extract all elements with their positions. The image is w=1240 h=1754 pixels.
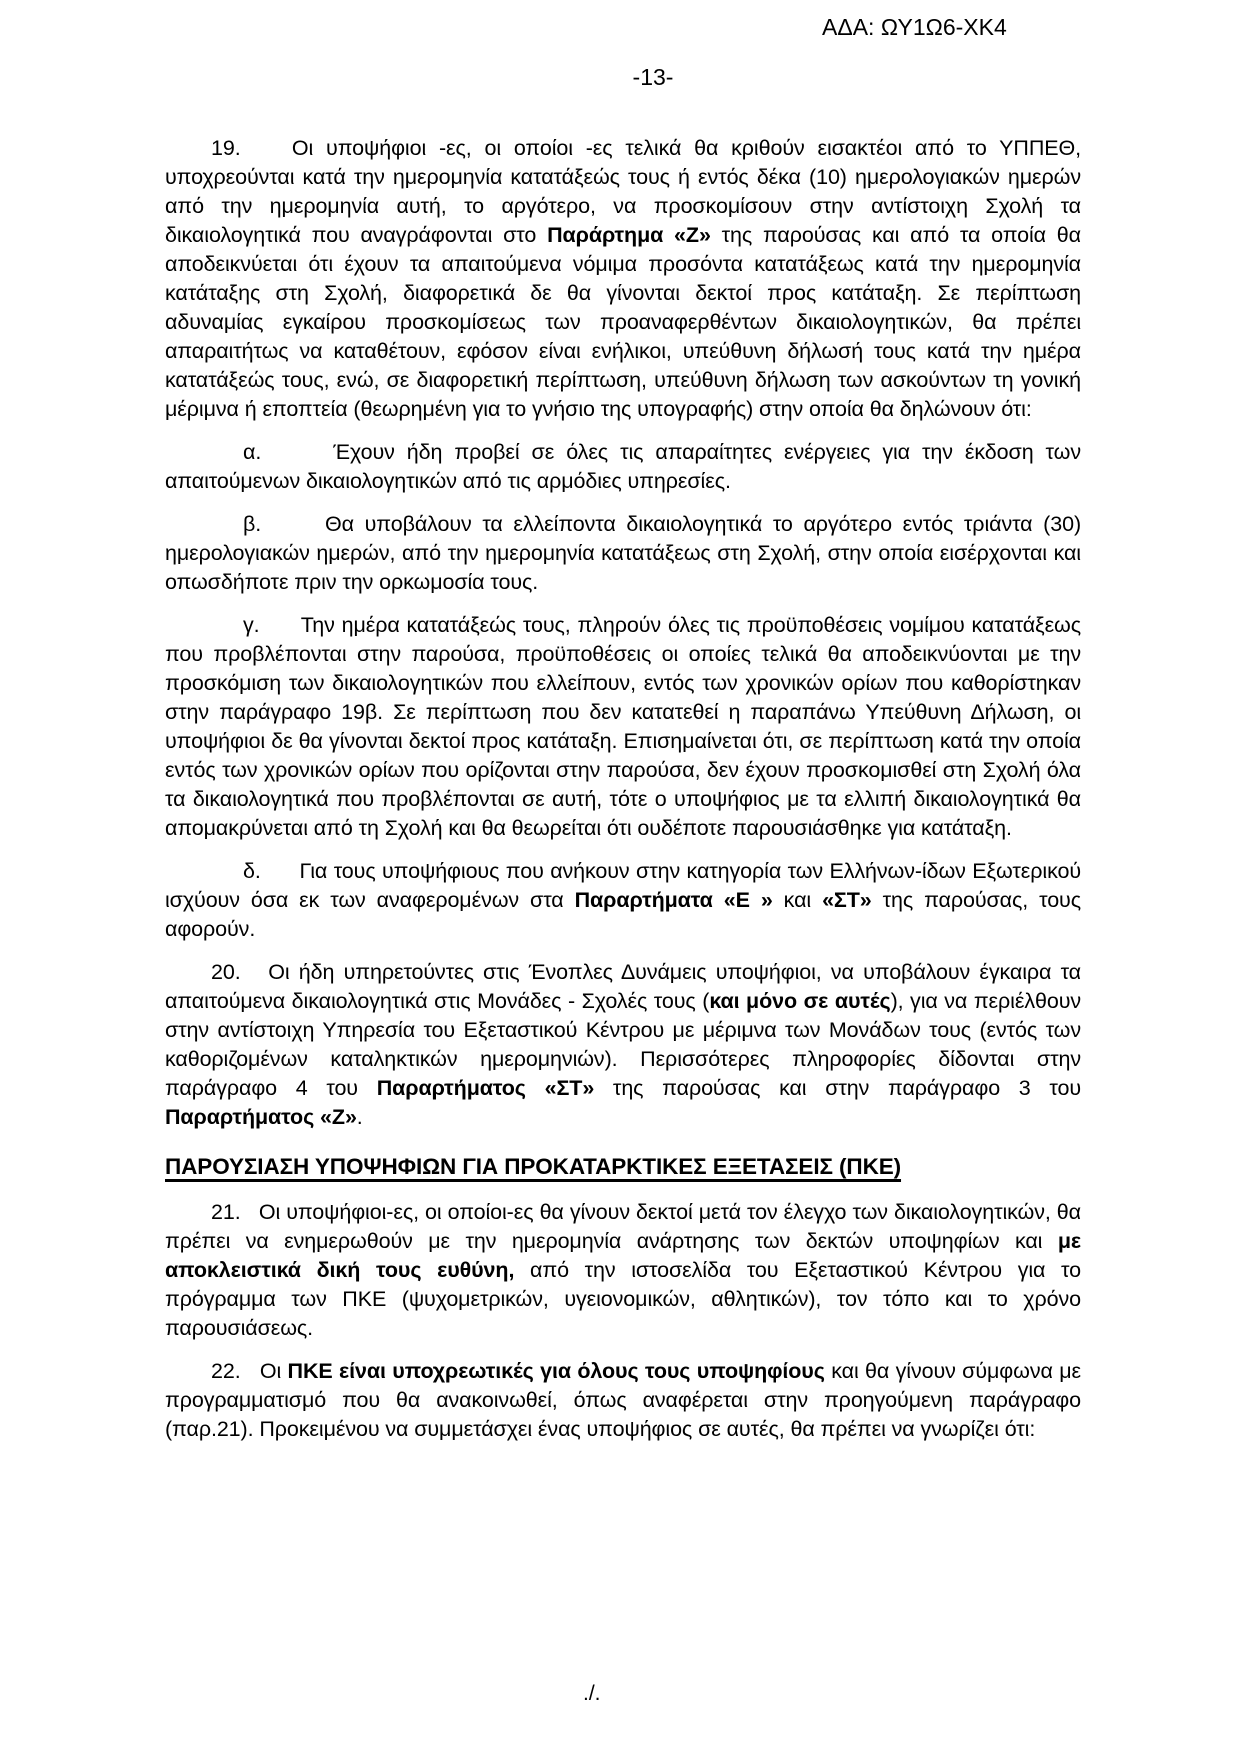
text-run: β. Θα υποβάλουν τα ελλείποντα δικαιολογητικά το αργότερο εντός τριάντα (30) ημερολογιακών ημερών, από την ημερομηνία κατατάξεως στη Σχολή, στην οποία εισέρχονται και οπωσδήποτε πριν την ορκωμοσία τους. — [165, 512, 1081, 594]
paragraph-20 — [165, 958, 1081, 1132]
text-run: 21. Οι υποψήφιοι-ες, οι οποίοι-ες θα γίνουν δεκτοί μετά τον έλεγχο των δικαιολογητικών, θα πρέπει να ενημερωθούν με την ημερομηνία ανάρτησης των δεκτών υποψηφίων και — [165, 1200, 1081, 1253]
text-run: . — [356, 1105, 363, 1129]
subparagraph-19d — [165, 857, 1081, 944]
bold-text-run: Παραρτήματα «Ε » — [574, 888, 773, 912]
paragraph-21 — [165, 1198, 1081, 1343]
bold-text-run: ΠΚΕ είναι υποχρεωτικές για όλους τους υποψηφίους — [287, 1359, 825, 1383]
text-run: και — [772, 888, 823, 912]
subparagraph-19a — [165, 438, 1081, 496]
continuation-mark: ./. — [583, 1682, 601, 1705]
bold-text-run: Παραρτήματος «ΣΤ» — [376, 1076, 595, 1100]
text-run: και θα γίνουν σύμφωνα με προγραμματισμό που θα ανακοινωθεί, όπως αναφέρεται στην προηγούμενη παράγραφο (παρ.21). Προκειμένου να συμμετάσχει ένας υποψήφιος σε αυτές, θα πρέπει να γνωρίζει ότι: — [165, 1359, 1081, 1441]
text-run: 19. Οι υποψήφιοι -ες, οι οποίοι -ες τελικά θα κριθούν εισακτέοι από το ΥΠΠΕΘ, υποχρεούνται κατά την ημερομηνία κατατάξεώς τους ή εντός δέκα (10) ημερολογιακών ημερών από την ημερομηνία αυτή, το αργότερο, να προσκομίσουν στην αντίστοιχη Σχολή τα δικαιολογητικά που αναγράφονται στο — [165, 136, 1081, 247]
text-run: από την ιστοσελίδα του Εξεταστικού Κέντρου για το πρόγραμμα των ΠΚΕ (ψυχομετρικών, υγειονομικών, αθλητικών), τον τόπο και το χρόνο παρουσιάσεως. — [165, 1258, 1081, 1340]
text-run: α. Έχουν ήδη προβεί σε όλες τις απαραίτητες ενέργειες για την έκδοση των απαιτούμενων δικαιολογητικών από τις αρμόδιες υπηρεσίες. — [165, 440, 1081, 493]
document-body — [165, 134, 1081, 1458]
section-heading: ΠΑΡΟΥΣΙΑΣΗ ΥΠΟΨΗΦΙΩΝ ΓΙΑ ΠΡΟΚΑΤΑΡΚΤΙΚΕΣ ΕΞΕΤΑΣΕΙΣ (ΠΚΕ) — [165, 1154, 902, 1179]
ada-code: ΑΔΑ: ΩΥ1Ω6-ΧΚ4 — [822, 14, 1007, 40]
bold-text-run: «ΣΤ» — [822, 888, 872, 912]
page-number: -13- — [632, 64, 674, 90]
text-run: της παρούσας και στην παράγραφο 3 του — [594, 1076, 1081, 1100]
text-run: δ. Για τους υποψήφιους που ανήκουν στην κατηγορία των Ελλήνων-ίδων Εξωτερικού ισχύουν όσα εκ των αναφερομένων στα — [165, 859, 1081, 912]
text-run: της παρούσας και από τα οποία θα αποδεικνύεται ότι έχουν τα απαιτούμενα νόμιμα προσόντα κατατάξεως κατά την ημερομηνία κατάταξης στη Σχολή, διαφορετικά δε θα γίνονται δεκτοί προς κατάταξη. Σε περίπτωση αδυναμίας εγκαίρου προσκομίσεως των προαναφερθέντων δικαιολογητικών, θα πρέπει απαραιτήτως να καταθέτουν, εφόσον είναι ενήλικοι, υπεύθυνη δήλωσή τους κατά την ημέρα κατατάξεώς τους, ενώ, σε διαφορετική περίπτωση, υπεύθυνη δήλωση των ασκούντων τη γονική μέριμνα ή εποπτεία (θεωρημένη για το γνήσιο της υπογραφής) στην οποία θα δηλώνουν ότι: — [165, 223, 1081, 421]
text-run: 20. Οι ήδη υπηρετούντες στις Ένοπλες Δυνάμεις υποψήφιοι, να υποβάλουν έγκαιρα τα απαιτούμενα δικαιολογητικά στις Μονάδες - Σχολές τους ( — [165, 960, 1081, 1013]
text-run: ), για να περιέλθουν στην αντίστοιχη Υπηρεσία του Εξεταστικού Κέντρου με μέριμνα των Μονάδων τους (εντός των καθοριζομένων καταληκτικών ημερομηνιών). Περισσότερες πληροφορίες δίδονται στην παράγραφο 4 του — [165, 989, 1081, 1100]
subparagraph-19c — [165, 611, 1081, 843]
paragraph-22 — [165, 1357, 1081, 1444]
bold-text-run: Παραρτήματος «Ζ» — [165, 1105, 357, 1129]
paragraph-19 — [165, 134, 1081, 424]
bold-text-run: με αποκλειστικά δική τους ευθύνη, — [165, 1229, 1081, 1282]
bold-text-run: Παράρτημα «Ζ» — [547, 223, 711, 247]
subparagraph-19b — [165, 510, 1081, 597]
text-run: της παρούσας, τους αφορούν. — [165, 888, 1081, 941]
text-run: γ. Την ημέρα κατατάξεώς τους, πληρούν όλες τις προϋποθέσεις νομίμου κατατάξεως που προβλέπονται στην παρούσα, προϋποθέσεις οι οποίες τελικά θα αποδεικνύονται με την προσκόμιση των δικαιολογητικών που ελλείπουν, εντός των χρονικών ορίων που καθορίστηκαν στην παράγραφο 19β. Σε περίπτωση που δεν κατατεθεί η παραπάνω Υπεύθυνη Δήλωση, οι υποψήφιοι δε θα γίνονται δεκτοί προς κατάταξη. Επισημαίνεται ότι, σε περίπτωση κατά την οποία εντός των χρονικών ορίων που ορίζονται στην παρούσα, δεν έχουν προσκομισθεί στη Σχολή όλα τα δικαιολογητικά που προβλέπονται σε αυτή, τότε ο υποψήφιος με τα ελλιπή δικαιολογητικά θα απομακρύνεται από τη Σχολή και θα θεωρείται ότι ουδέποτε παρουσιάσθηκε για κατάταξη. — [165, 613, 1081, 840]
text-run: 22. Οι — [211, 1359, 288, 1383]
bold-text-run: και μόνο σε αυτές — [709, 989, 891, 1013]
